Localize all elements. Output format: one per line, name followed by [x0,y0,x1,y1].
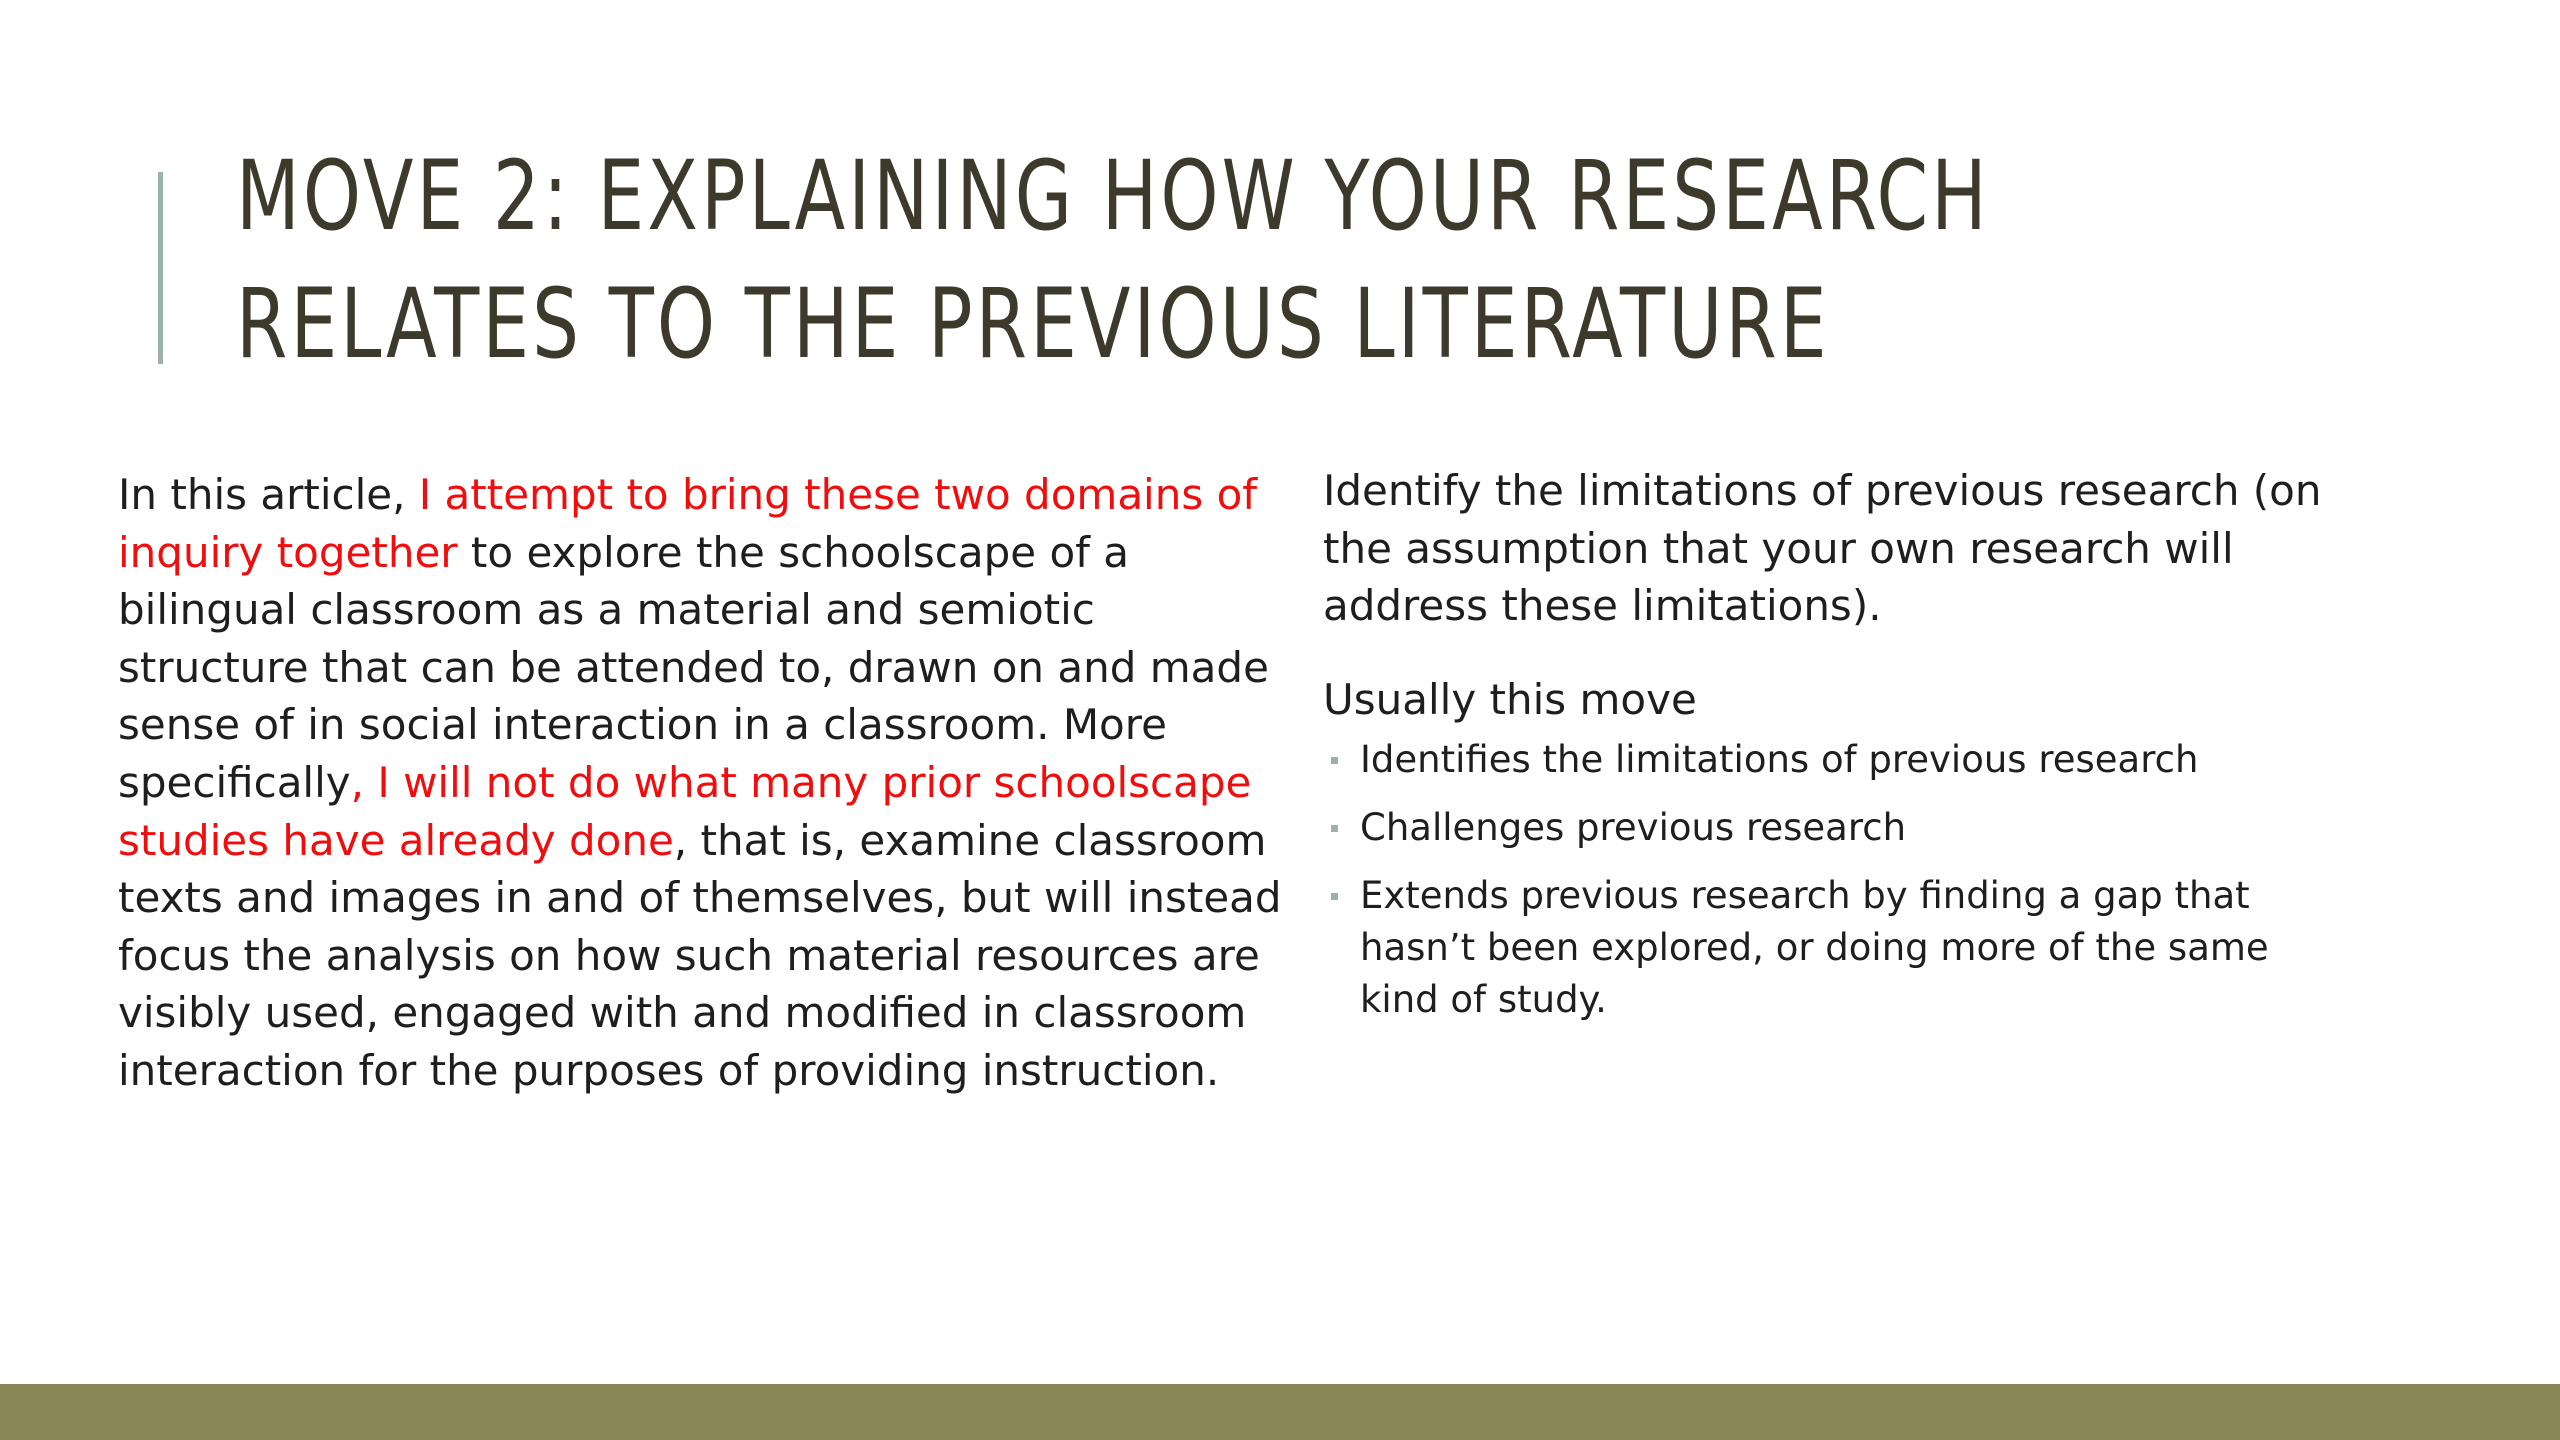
move-intro: Identify the limitations of previous research (on the assumption that your own research will address these limitations). [1323,466,2322,631]
slide-title-line-2: RELATES TO THE PREVIOUS LITERATURE [236,268,1830,380]
bullet-item [1323,734,2323,786]
excerpt-text-3: , that is, examine classroom texts and images in and of themselves, but will instead focus the analysis on how such material resources are visibly used, engaged with and modified in classroom interaction for the purposes of providing instruction. [118,815,1282,1095]
bullet-square-icon [1331,757,1338,764]
excerpt-text-1: In this article, [118,470,419,519]
bullet-text: Extends previous research by finding a gap that hasn’t been explored, or doing more of the same kind of study. [1360,873,2269,1021]
slide-title-line-1: MOVE 2: EXPLAINING HOW YOUR RESEARCH [236,140,1990,252]
bullet-text: Challenges previous research [1360,805,1907,849]
excerpt-highlight-1: I attempt to bring these two domains of inquiry together [118,470,1258,577]
move-subheading: Usually this move [1323,674,1697,724]
article-excerpt [118,466,1298,1100]
move-bullet-list [1323,734,2323,1026]
slide-title [236,132,1990,388]
bullet-square-icon [1331,825,1338,832]
bullet-square-icon [1331,893,1338,900]
bullet-item [1323,802,2323,854]
excerpt-highlight-2: , I will not do what many prior schoolscape studies have already done [118,757,1252,865]
footer-bar [0,1384,2560,1440]
bullet-item [1323,870,2323,1026]
bullet-text: Identifies the limitations of previous research [1360,737,2199,781]
title-accent-rule [158,172,163,364]
move-explanation [1323,462,2323,1042]
excerpt-text-2: to explore the schoolscape of a bilingual classroom as a material and semiotic structure that can be attended to, drawn on and made sense of in social interaction in a classroom. More specifically [118,527,1269,807]
